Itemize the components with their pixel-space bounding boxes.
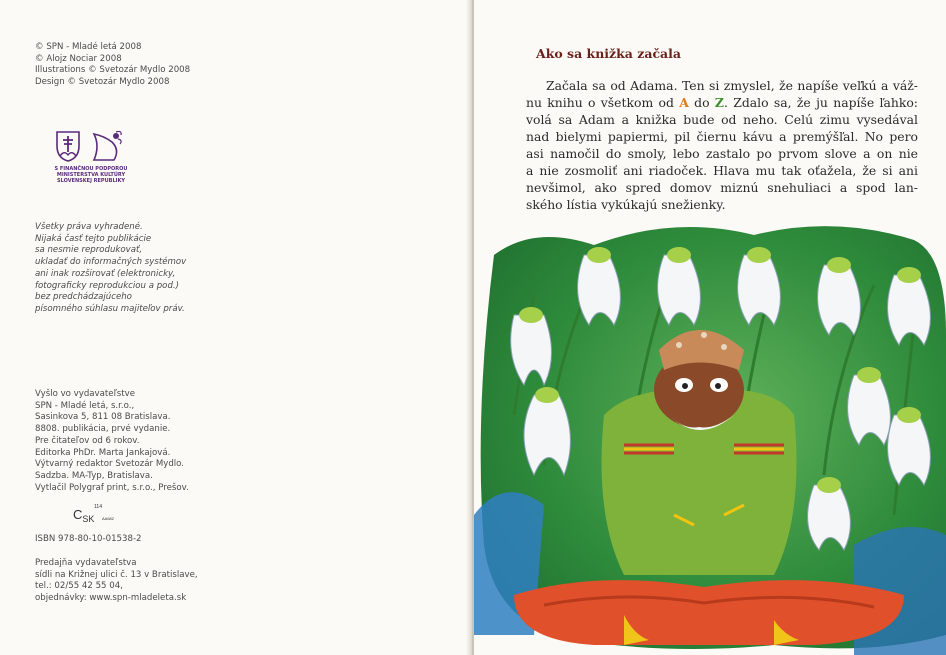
body-text-segment: a nie zosmoliť ani riadoček. Hlava mu tak oťažela, že si ani <box>526 163 918 178</box>
letter-z: Z <box>714 95 724 110</box>
csk-code: AA682 <box>102 516 115 521</box>
rights-line: ukladať do informačných systémov <box>35 257 187 268</box>
body-line <box>526 145 918 162</box>
logo-text-line: MINISTERSTVA KULTÚRY <box>56 172 126 178</box>
rights-line: ani inak rozširovať (elektronicky, <box>35 268 176 279</box>
rights-line: písomného súhlasu majiteľov práv. <box>35 303 185 314</box>
body-text-segment: nu knihu o všetkom od <box>526 95 680 110</box>
body-text-segment: Začala sa od Adama. Ten si zmyslel, že napíše veľkú a váž- <box>546 78 918 93</box>
body-line <box>526 94 918 111</box>
rights-line: bez predchádzajúceho <box>35 292 132 303</box>
body-text-segment: do <box>688 95 715 110</box>
ministry-logo-text <box>48 166 134 184</box>
publisher-line: Pre čitateľov od 6 rokov. <box>35 435 140 446</box>
body-text-segment: nevšimol, ako spred domov miznú snehuliaci a spod lan- <box>526 180 918 195</box>
copyright-credits <box>35 42 190 89</box>
body-line <box>526 179 918 196</box>
logo-text-line: SLOVENSKEJ REPUBLIKY <box>56 178 126 184</box>
csk-number: 114 <box>94 504 102 510</box>
body-text-segment: volá sa Adam a knižka bude od neho. Celú zimu vysedával <box>526 112 918 127</box>
left-page <box>0 0 472 655</box>
seller-line: objednávky: www.spn-mladeleta.sk <box>35 593 187 604</box>
body-line <box>526 77 918 94</box>
publisher-line: Editorka PhDr. Marta Jankajová. <box>35 447 171 458</box>
seller-info <box>35 558 198 605</box>
rights-line: fotograficky reprodukciou a pod.) <box>35 280 179 291</box>
letter-a: A <box>679 95 689 110</box>
logo-text-line: S FINANČNOU PODPOROU <box>54 166 128 172</box>
publisher-line: SPN - Mladé letá, s.r.o., <box>35 400 135 411</box>
isbn: ISBN 978-80-10-01538-2 <box>35 534 142 544</box>
credit-line: © SPN - Mladé letá 2008 <box>35 42 142 52</box>
rights-notice <box>35 222 186 316</box>
csk-c: C <box>73 507 83 522</box>
seller-line: sídli na Križnej ulici č. 13 v Bratislave, <box>35 569 198 580</box>
body-line <box>526 128 918 145</box>
rights-line: Nijaká časť tejto publikácie <box>35 233 152 244</box>
body-line <box>526 111 918 128</box>
publisher-info <box>35 389 189 494</box>
csk-mark <box>73 504 115 524</box>
publisher-line: Sadzba. MA-Typ, Bratislava. <box>35 470 153 481</box>
publisher-line: Sasinkova 5, 811 08 Bratislava. <box>35 412 171 423</box>
publisher-line: Vytlačil Polygraf print, s.r.o., Prešov. <box>35 482 189 493</box>
rights-line: Všetky práva vyhradené. <box>35 222 143 232</box>
snowdrop-illustration <box>474 215 946 655</box>
body-text-segment: ského lístia vykúkajú snežienky. <box>526 197 726 212</box>
rights-line: sa nesmie reprodukovať, <box>35 245 143 256</box>
seller-line: tel.: 02/55 42 55 04, <box>35 581 123 592</box>
ministry-bird-icon <box>90 128 124 164</box>
slovak-coat-of-arms-icon <box>55 130 81 162</box>
body-text-segment: asi namočil do smoly, lebo zastalo po prvom slove a on nie <box>526 146 918 161</box>
right-page <box>474 0 946 655</box>
credit-line: © Alojz Nociar 2008 <box>35 53 122 64</box>
body-line <box>526 196 918 213</box>
credit-line: Design © Svetozár Mydlo 2008 <box>35 77 170 88</box>
chapter-body <box>526 77 918 213</box>
publisher-line: Výtvarný redaktor Svetozár Mydlo. <box>35 459 185 470</box>
publisher-line: 8808. publikácia, prvé vydanie. <box>35 424 171 435</box>
seller-line: Predajňa vydavateľstva <box>35 558 137 568</box>
credit-line: Illustrations © Svetozár Mydlo 2008 <box>35 65 191 76</box>
publisher-line: Vyšlo vo vydavateľstve <box>35 389 136 399</box>
csk-sk: SK <box>82 514 95 524</box>
body-line <box>526 162 918 179</box>
body-text-segment: nad bielymi papiermi, pil čiernu kávu a premýšľal. No pero <box>526 129 918 144</box>
body-text-segment: . Zdalo sa, že ju napíše ľahko: <box>723 95 918 110</box>
chapter-title: Ako sa knižka začala <box>536 46 682 61</box>
